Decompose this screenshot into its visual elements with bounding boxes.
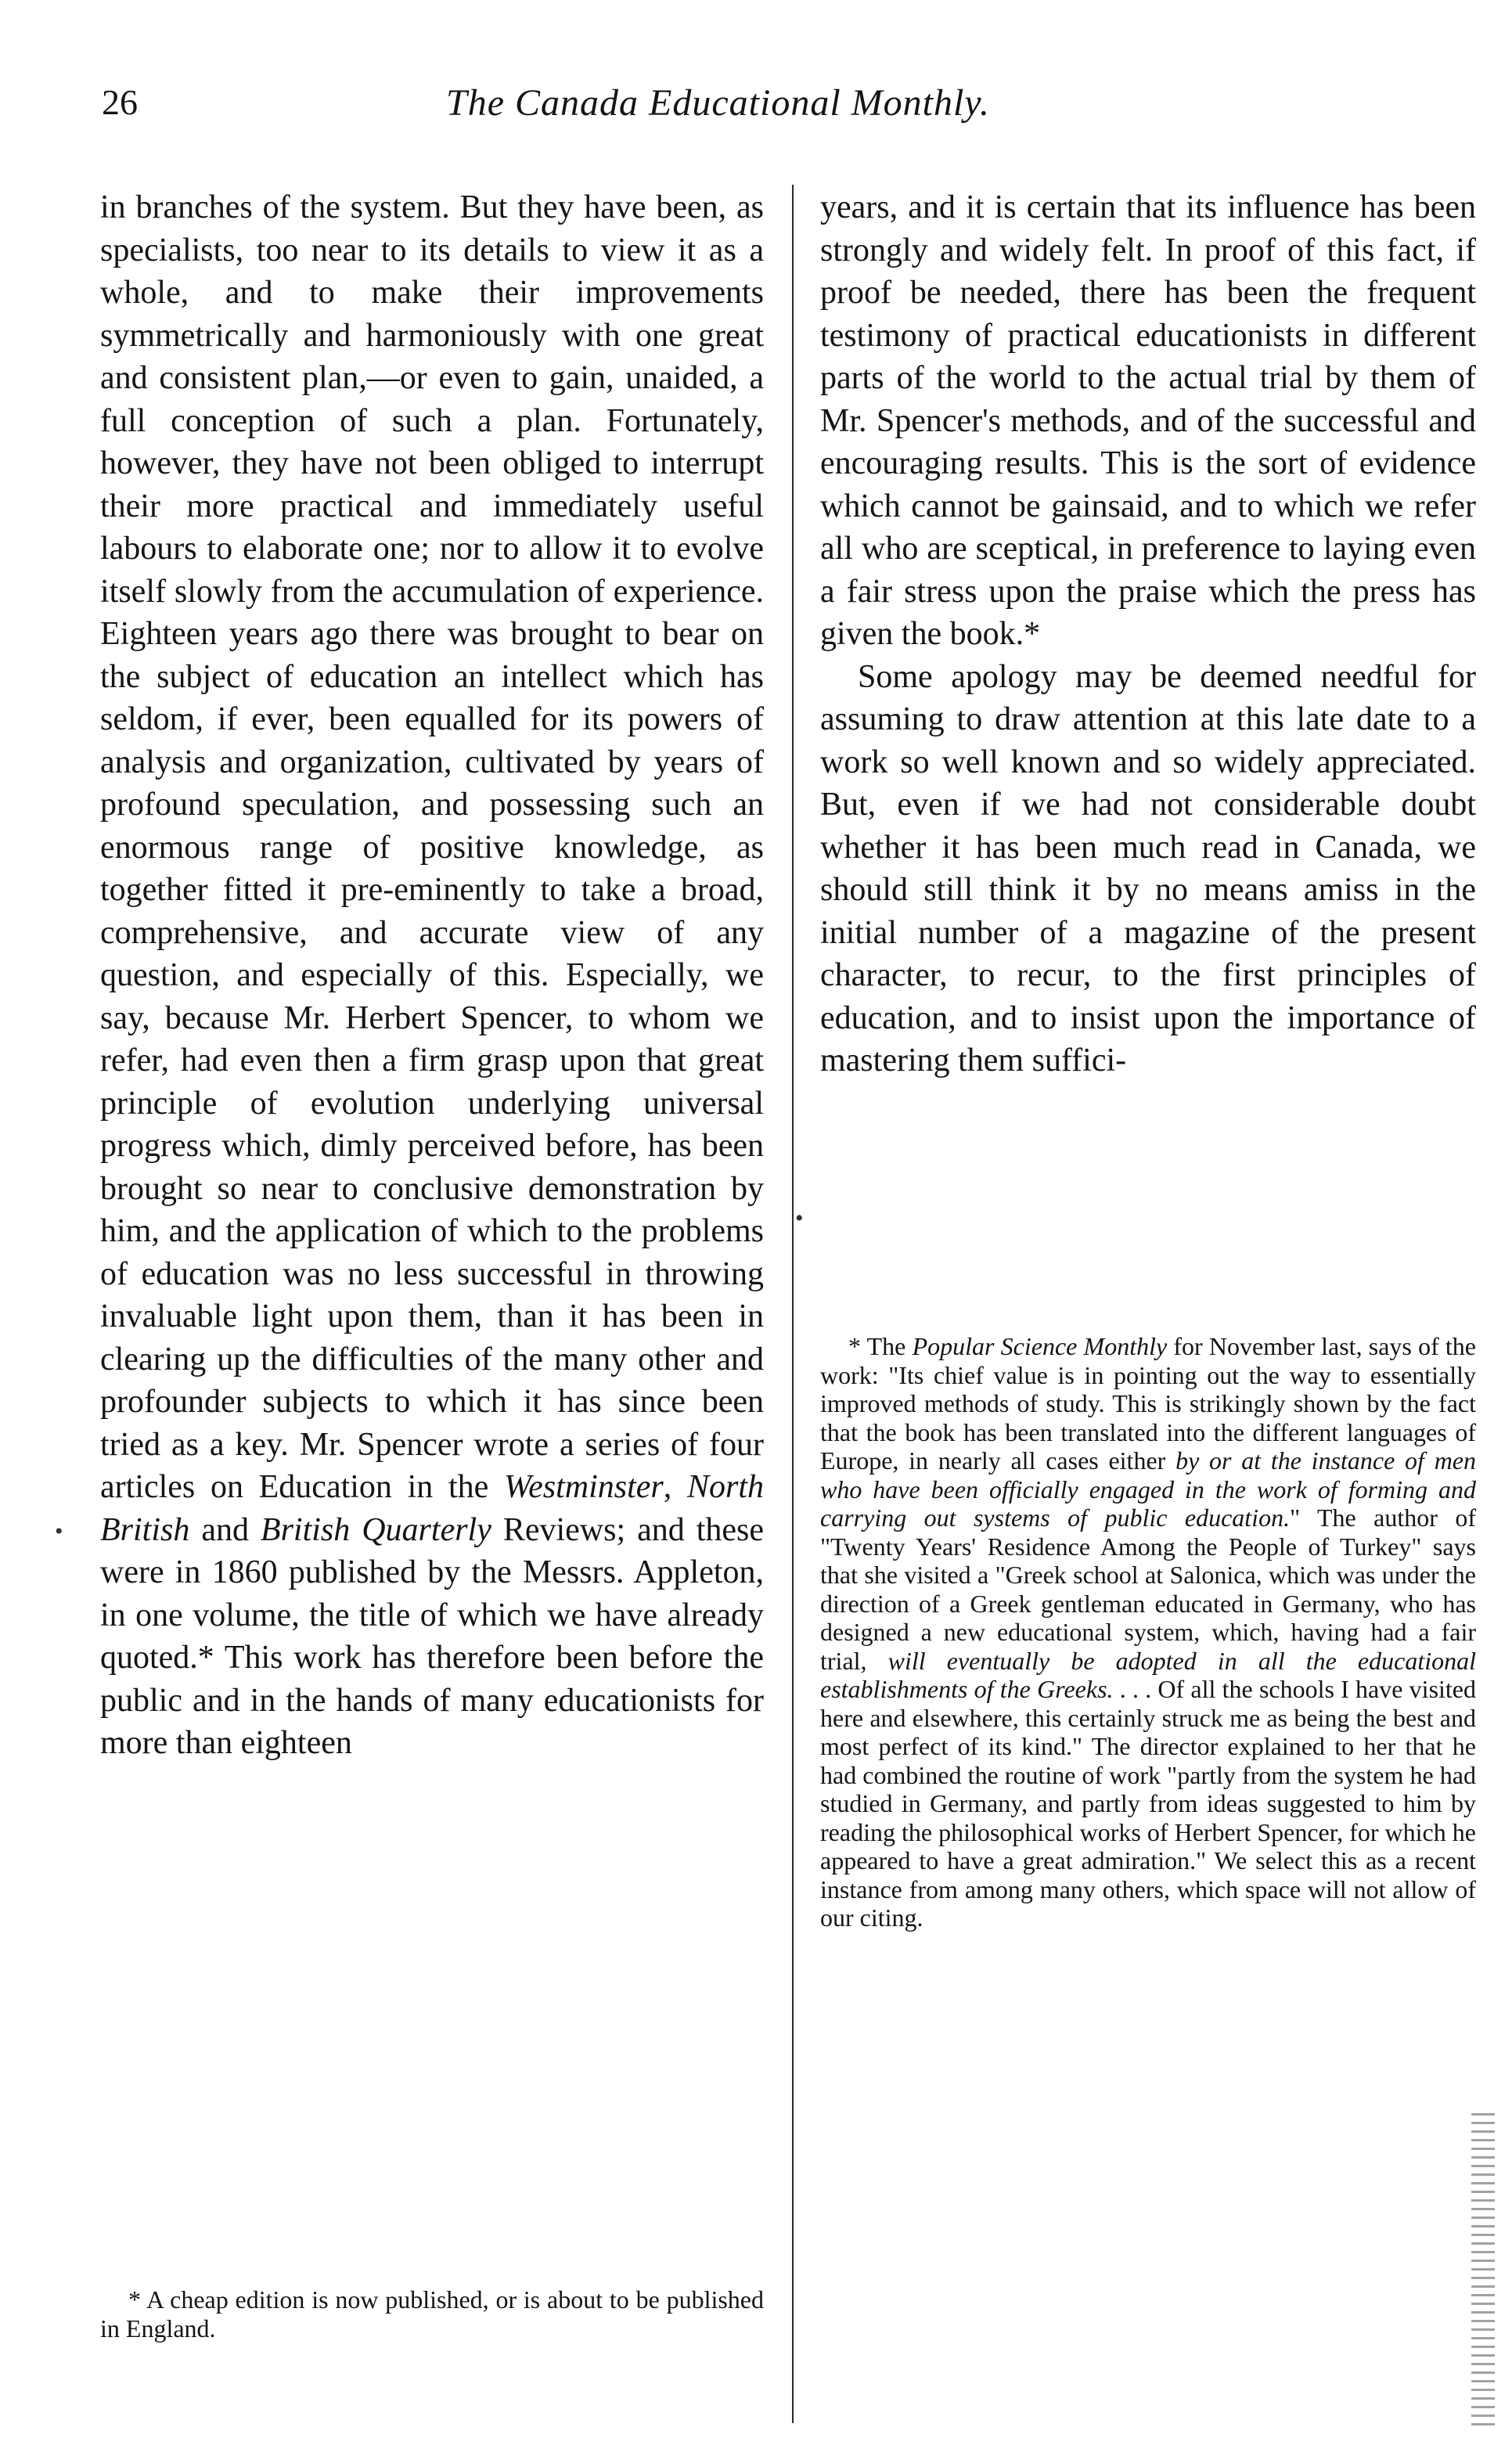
footnote-part-2: for November last, says of the work: "Its chief value is in pointing out the way to essentially improved methods of study. This is strikingly shown by the fact that the book has been translated into the different languages of Europe, in nearly all cases either bbox=[820, 1332, 1477, 1475]
review-british-quarterly: British Quarterly bbox=[260, 1511, 491, 1548]
page-number: 26 bbox=[102, 82, 138, 122]
margin-speck: • bbox=[795, 1205, 804, 1231]
right-footnote bbox=[820, 1332, 1476, 1932]
review-north-british: North British bbox=[100, 1469, 765, 1548]
left-footnote bbox=[100, 2285, 764, 2343]
footnote-part-4: . . . Of all the schools I have visited here and elsewhere, this certainly struck me as being the best and most perfect of its kind." The director explained to her that he had combined the routine of work "partly from the system he had studied in Germany, and partly from ideas suggested to him by reading the philosophical works of Herbert Spencer, for which he appeared to have a great admiration." We select this as a recent instance from among many others, which space will not allow of our citing. bbox=[820, 1675, 1477, 1932]
right-column bbox=[820, 186, 1476, 1082]
review-westminster: Westminster bbox=[503, 1469, 664, 1505]
right-paragraph-1: years, and it is certain that its influence has been strongly and widely felt. In proof of this fact, if proof be needed, there has been the frequent testimony of practical educationists in different parts of the world to the actual trial by them of Mr. Spencer's methods, and of the successful and encouraging results. This is the sort of evidence which cannot be gainsaid, and to which we refer all who are sceptical, in preference to laying even a fair stress upon the praise which the press has given the book.* bbox=[820, 189, 1476, 652]
separator-1: , bbox=[663, 1469, 687, 1505]
footnote-part-1: * The bbox=[848, 1332, 913, 1360]
separator-2: and bbox=[189, 1511, 261, 1548]
margin-speck: • bbox=[55, 1518, 63, 1544]
right-paragraph-2: Some apology may be deemed needful for assuming to draw attention at this late date to a work so well known and so widely appreciated. But, even if we had not considerable doubt whether it has been much read in Canada, we should still think it by no means amiss in the initial number of a magazine of the present character, to recur, to the first principles of education, and to insist upon the importance of mastering them suffici- bbox=[820, 658, 1476, 1079]
left-text-part-2: Reviews; and these were in 1860 published by the Messrs. Appleton, in one volume, the title of which we have already quoted.* This work has therefore been before the public and in the hands of many educationists for more than eighteen bbox=[100, 1511, 764, 1761]
left-footnote-text: * A cheap edition is now published, or is about to be published in England. bbox=[100, 2285, 764, 2343]
column-divider bbox=[792, 185, 794, 2423]
page-header bbox=[102, 81, 1127, 128]
running-title: The Canada Educational Monthly. bbox=[446, 82, 990, 124]
left-column bbox=[100, 186, 764, 1765]
right-footnote-text bbox=[820, 1332, 1476, 1932]
footnote-part-3: " The author of "Twenty Years' Residence Among the People of Turkey" says that she visited a "Greek school at Salonica, which was under the direction of a Greek gentleman educated in Germany, who has designed a new educational system, which, having had a fair trial, bbox=[820, 1503, 1477, 1675]
left-paragraph bbox=[100, 186, 764, 1765]
footnote-magazine-title: Popular Science Monthly bbox=[912, 1332, 1168, 1360]
left-text-part-1: in branches of the system. But they have been, as specialists, too near to its details to view it as a whole, and to make their improvements symmetrically and harmoniously with one great and consistent plan,—or even to gain, unaided, a full conception of such a plan. Fortunately, however, they have not been obliged to interrupt their more practical and immediately useful labours to elaborate one; nor to allow it to evolve itself slowly from the accumulation of experience. Eighteen years ago there was brought to bear on the subject of education an intellect which has seldom, if ever, been equalled for its powers of analysis and organization, cultivated by years of profound speculation, and possessing such an enormous range of positive knowledge, as together fitted it pre-eminently to take a broad, comprehensive, and accurate view of any question, and especially of this. Especially, we say, because Mr. Herbert Spencer, to whom we refer, had even then a firm grasp upon that great principle of evolution underlying universal progress which, dimly perceived before, has been brought so near to conclusive demonstration by him, and the application of which to the problems of education was no less successful in throwing invaluable light upon them, than it has been in clearing up the difficulties of the many other and profounder subjects to which it has since been tried as a key. Mr. Spencer wrote a series of four articles on Education in the bbox=[100, 189, 764, 1505]
edge-noise bbox=[1471, 2113, 1495, 2426]
footnote-italic-quote-1: by or at the instance of men who have been officially engaged in the work of forming and carrying out systems of public education. bbox=[820, 1446, 1477, 1532]
footnote-italic-quote-2: will eventually be adopted in all the educational establishments of the Greeks. bbox=[820, 1646, 1477, 1703]
